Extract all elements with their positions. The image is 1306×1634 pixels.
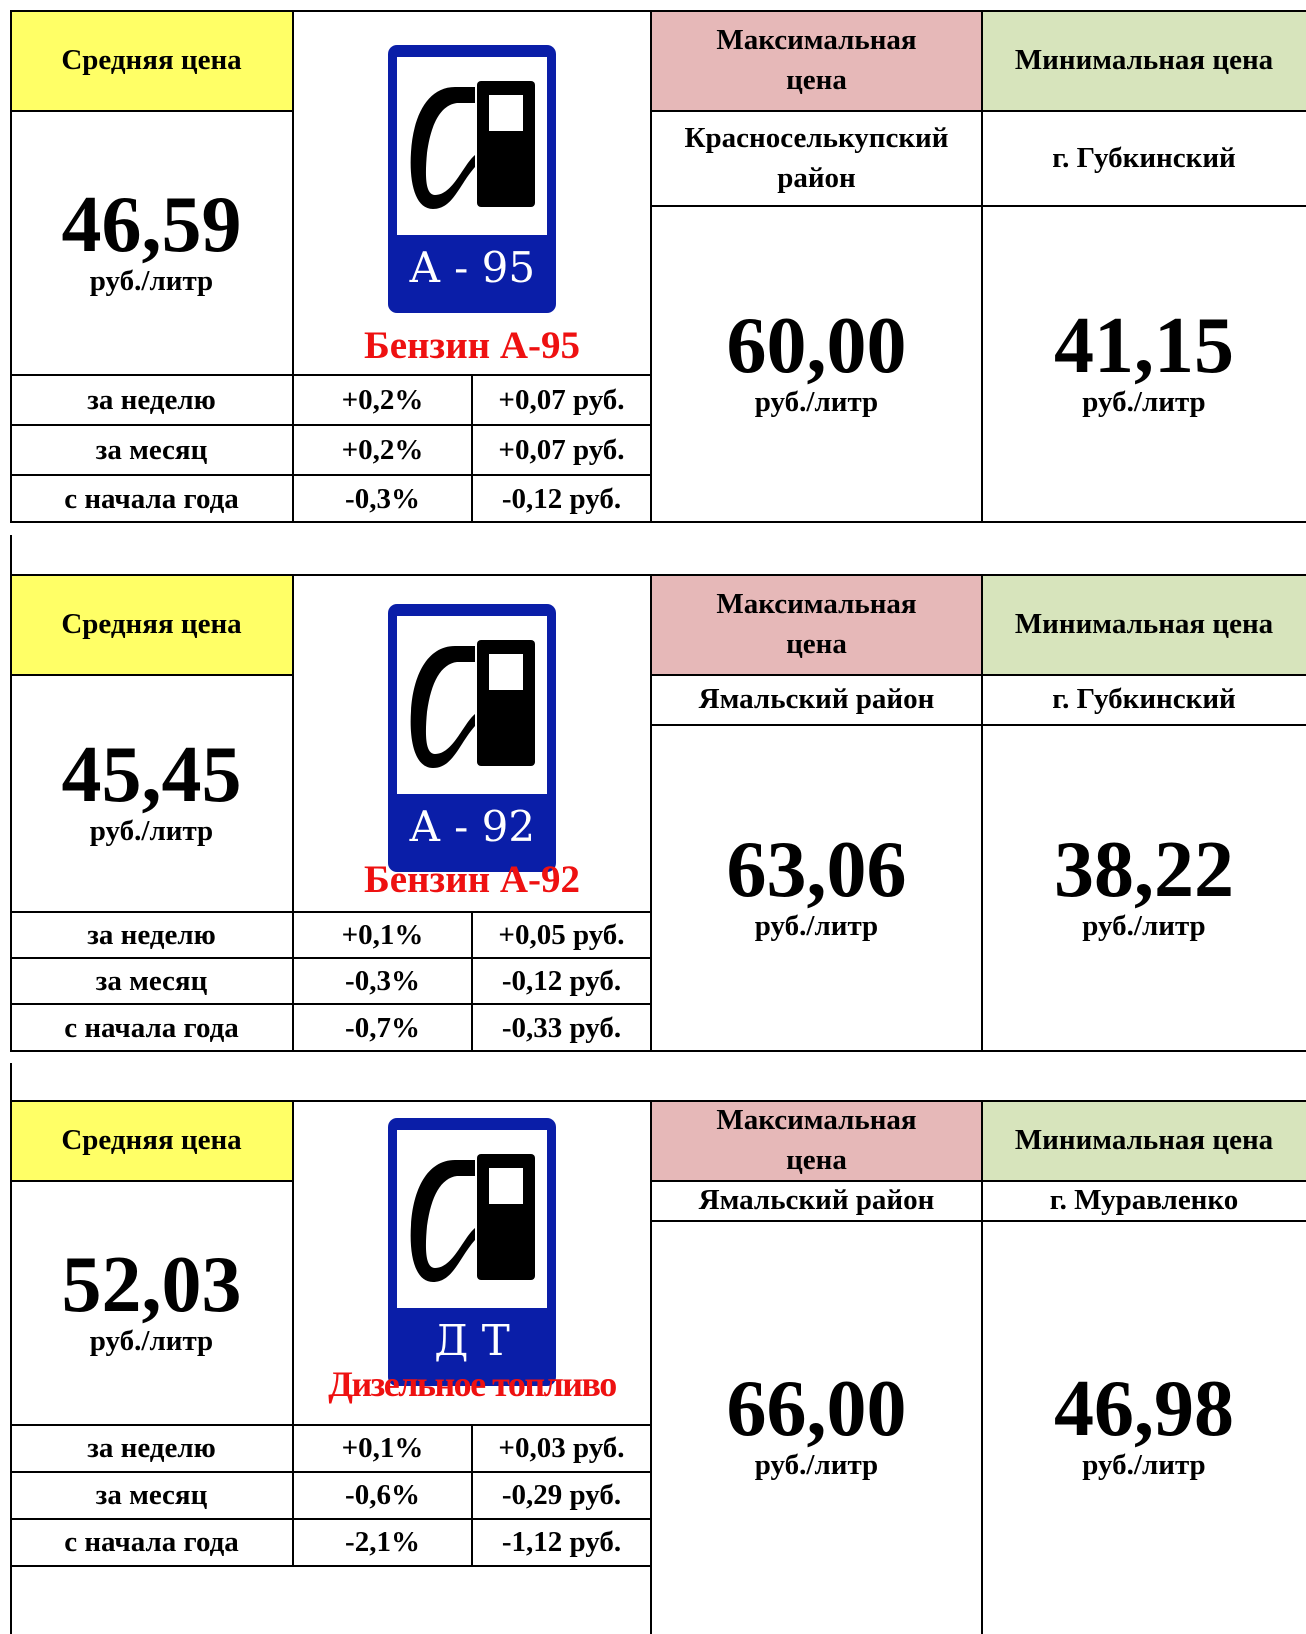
min-price-unit: руб./литр	[1082, 910, 1206, 942]
change-percent: -0,7%	[345, 1011, 420, 1044]
change-percent: -0,3%	[345, 964, 420, 997]
change-rubles: +0,03 руб.	[498, 1432, 625, 1464]
avg-price-header: Средняя цена	[10, 1100, 293, 1180]
max-price-value-cell	[651, 1220, 982, 1634]
fuel-sign	[388, 45, 556, 313]
fuel-name: Дизельное топливо	[328, 1364, 616, 1404]
max-price-value: 60,00	[726, 302, 907, 390]
max-price-unit: руб./литр	[754, 386, 879, 418]
grid-line	[10, 574, 1306, 576]
grid-line	[471, 912, 473, 1052]
max-price-unit: руб./литр	[754, 1449, 879, 1481]
change-percent: +0,1%	[341, 1432, 424, 1464]
change-rubles: -1,12 руб.	[501, 1526, 622, 1558]
change-rubles: -0,12 руб.	[501, 482, 622, 515]
grid-line	[292, 574, 294, 1052]
max-price-header: Максимальная цена	[651, 574, 982, 674]
min-price-header: Минимальная цена	[982, 574, 1306, 674]
grid-line	[10, 424, 651, 426]
grid-line	[10, 1050, 1306, 1052]
change-rubles: -0,33 руб.	[501, 1011, 622, 1044]
grid-line	[651, 205, 1306, 207]
change-rubles: +0,07 руб.	[498, 433, 625, 466]
min-price-unit: руб./литр	[1082, 1449, 1206, 1481]
grid-line	[10, 535, 12, 574]
avg-price-value-cell	[10, 1180, 293, 1425]
change-rubles: -0,12 руб.	[501, 964, 622, 997]
grid-line	[651, 1180, 1306, 1182]
grid-line	[292, 1100, 294, 1566]
change-period-label: с начала года	[64, 1526, 239, 1558]
fuel-pump-icon	[397, 616, 547, 794]
fuel-name: Бензин А-95	[363, 324, 581, 367]
grid-line	[10, 957, 651, 959]
avg-price-unit: руб./литр	[89, 264, 214, 297]
grid-line	[10, 1424, 651, 1426]
min-price-region: г. Губкинский	[1052, 683, 1236, 715]
grid-line	[10, 1518, 651, 1520]
avg-price-value-cell	[10, 674, 293, 912]
grid-line	[650, 10, 652, 523]
max-price-region: Ямальский район	[698, 683, 935, 715]
fuel-name: Бензин А-92	[363, 858, 581, 901]
grid-line	[651, 110, 1306, 112]
avg-price-unit: руб./литр	[89, 815, 214, 847]
min-price-header: Минимальная цена	[982, 10, 1306, 110]
fuel-sign-code: Д Т	[434, 1316, 510, 1365]
change-period-label: за месяц	[95, 1479, 208, 1511]
fuel-sign	[388, 604, 556, 872]
max-price-unit: руб./литр	[754, 910, 879, 942]
max-price-header: Максимальная цена	[651, 10, 982, 110]
grid-line	[10, 1565, 651, 1567]
grid-line	[650, 574, 652, 1052]
fuel-sign	[388, 1118, 556, 1386]
max-price-region: Ямальский район	[698, 1184, 935, 1216]
grid-line	[10, 474, 651, 476]
grid-line	[10, 374, 651, 376]
max-price-value-cell	[651, 205, 982, 523]
change-period-label: с начала года	[64, 482, 239, 515]
max-price-region: Красноселькупский район	[684, 121, 949, 194]
fuel-block	[10, 10, 1306, 523]
change-period-label: за неделю	[87, 918, 216, 951]
avg-price-value-cell	[10, 110, 293, 375]
change-percent: -2,1%	[345, 1526, 420, 1558]
min-price-unit: руб./литр	[1082, 386, 1206, 418]
avg-price-value: 52,03	[61, 1240, 242, 1329]
fuel-pump-icon	[397, 1130, 547, 1308]
grid-line	[10, 1003, 651, 1005]
grid-line	[10, 10, 12, 523]
grid-line	[10, 674, 293, 676]
grid-line	[10, 911, 651, 913]
avg-price-value: 45,45	[61, 731, 242, 819]
change-rubles: +0,05 руб.	[498, 918, 625, 951]
grid-line	[10, 1100, 1306, 1102]
change-rubles: +0,07 руб.	[498, 383, 625, 416]
grid-line	[981, 10, 983, 523]
grid-line	[651, 674, 1306, 676]
max-price-value: 66,00	[726, 1365, 907, 1453]
min-price-region: г. Муравленко	[1049, 1184, 1239, 1216]
min-price-value-cell	[982, 724, 1306, 1052]
change-period-label: за неделю	[87, 383, 216, 416]
grid-line	[10, 1180, 293, 1182]
change-rubles: -0,29 руб.	[501, 1479, 622, 1511]
change-period-label: за месяц	[95, 433, 208, 466]
change-percent: +0,2%	[341, 433, 424, 466]
grid-line	[10, 1471, 651, 1473]
grid-line	[10, 110, 293, 112]
min-price-value-cell	[982, 205, 1306, 523]
max-price-value-cell	[651, 724, 982, 1052]
min-price-header: Минимальная цена	[982, 1100, 1306, 1180]
fuel-sign-code: А - 95	[408, 243, 536, 292]
fuel-sign-code: А - 92	[408, 802, 536, 851]
grid-line	[10, 1063, 12, 1100]
change-percent: +0,1%	[341, 918, 424, 951]
grid-line	[10, 521, 1306, 523]
avg-price-value: 46,59	[61, 180, 242, 269]
change-period-label: за неделю	[87, 1432, 216, 1464]
min-price-value: 46,98	[1054, 1365, 1234, 1453]
avg-price-unit: руб./литр	[89, 1324, 214, 1357]
max-price-header: Максимальная цена	[651, 1100, 982, 1180]
grid-line	[981, 574, 983, 1052]
max-price-value: 63,06	[726, 826, 907, 914]
fuel-block	[10, 1100, 1306, 1634]
change-percent: -0,6%	[345, 1479, 420, 1511]
change-period-label: за месяц	[95, 964, 208, 997]
change-percent: -0,3%	[345, 482, 420, 515]
change-percent: +0,2%	[341, 383, 424, 416]
grid-line	[292, 10, 294, 523]
change-period-label: с начала года	[64, 1011, 239, 1044]
avg-price-header: Средняя цена	[10, 10, 293, 110]
min-price-region: г. Губкинский	[1052, 141, 1236, 174]
avg-price-header: Средняя цена	[10, 574, 293, 674]
min-price-value: 41,15	[1054, 302, 1234, 390]
grid-line	[651, 724, 1306, 726]
grid-line	[10, 574, 12, 1052]
grid-line	[10, 10, 1306, 12]
min-price-value: 38,22	[1054, 826, 1234, 914]
fuel-pump-icon	[397, 57, 547, 235]
grid-line	[471, 1425, 473, 1566]
fuel-block	[10, 574, 1306, 1052]
grid-line	[471, 375, 473, 523]
min-price-value-cell	[982, 1220, 1306, 1634]
grid-line	[651, 1220, 1306, 1222]
